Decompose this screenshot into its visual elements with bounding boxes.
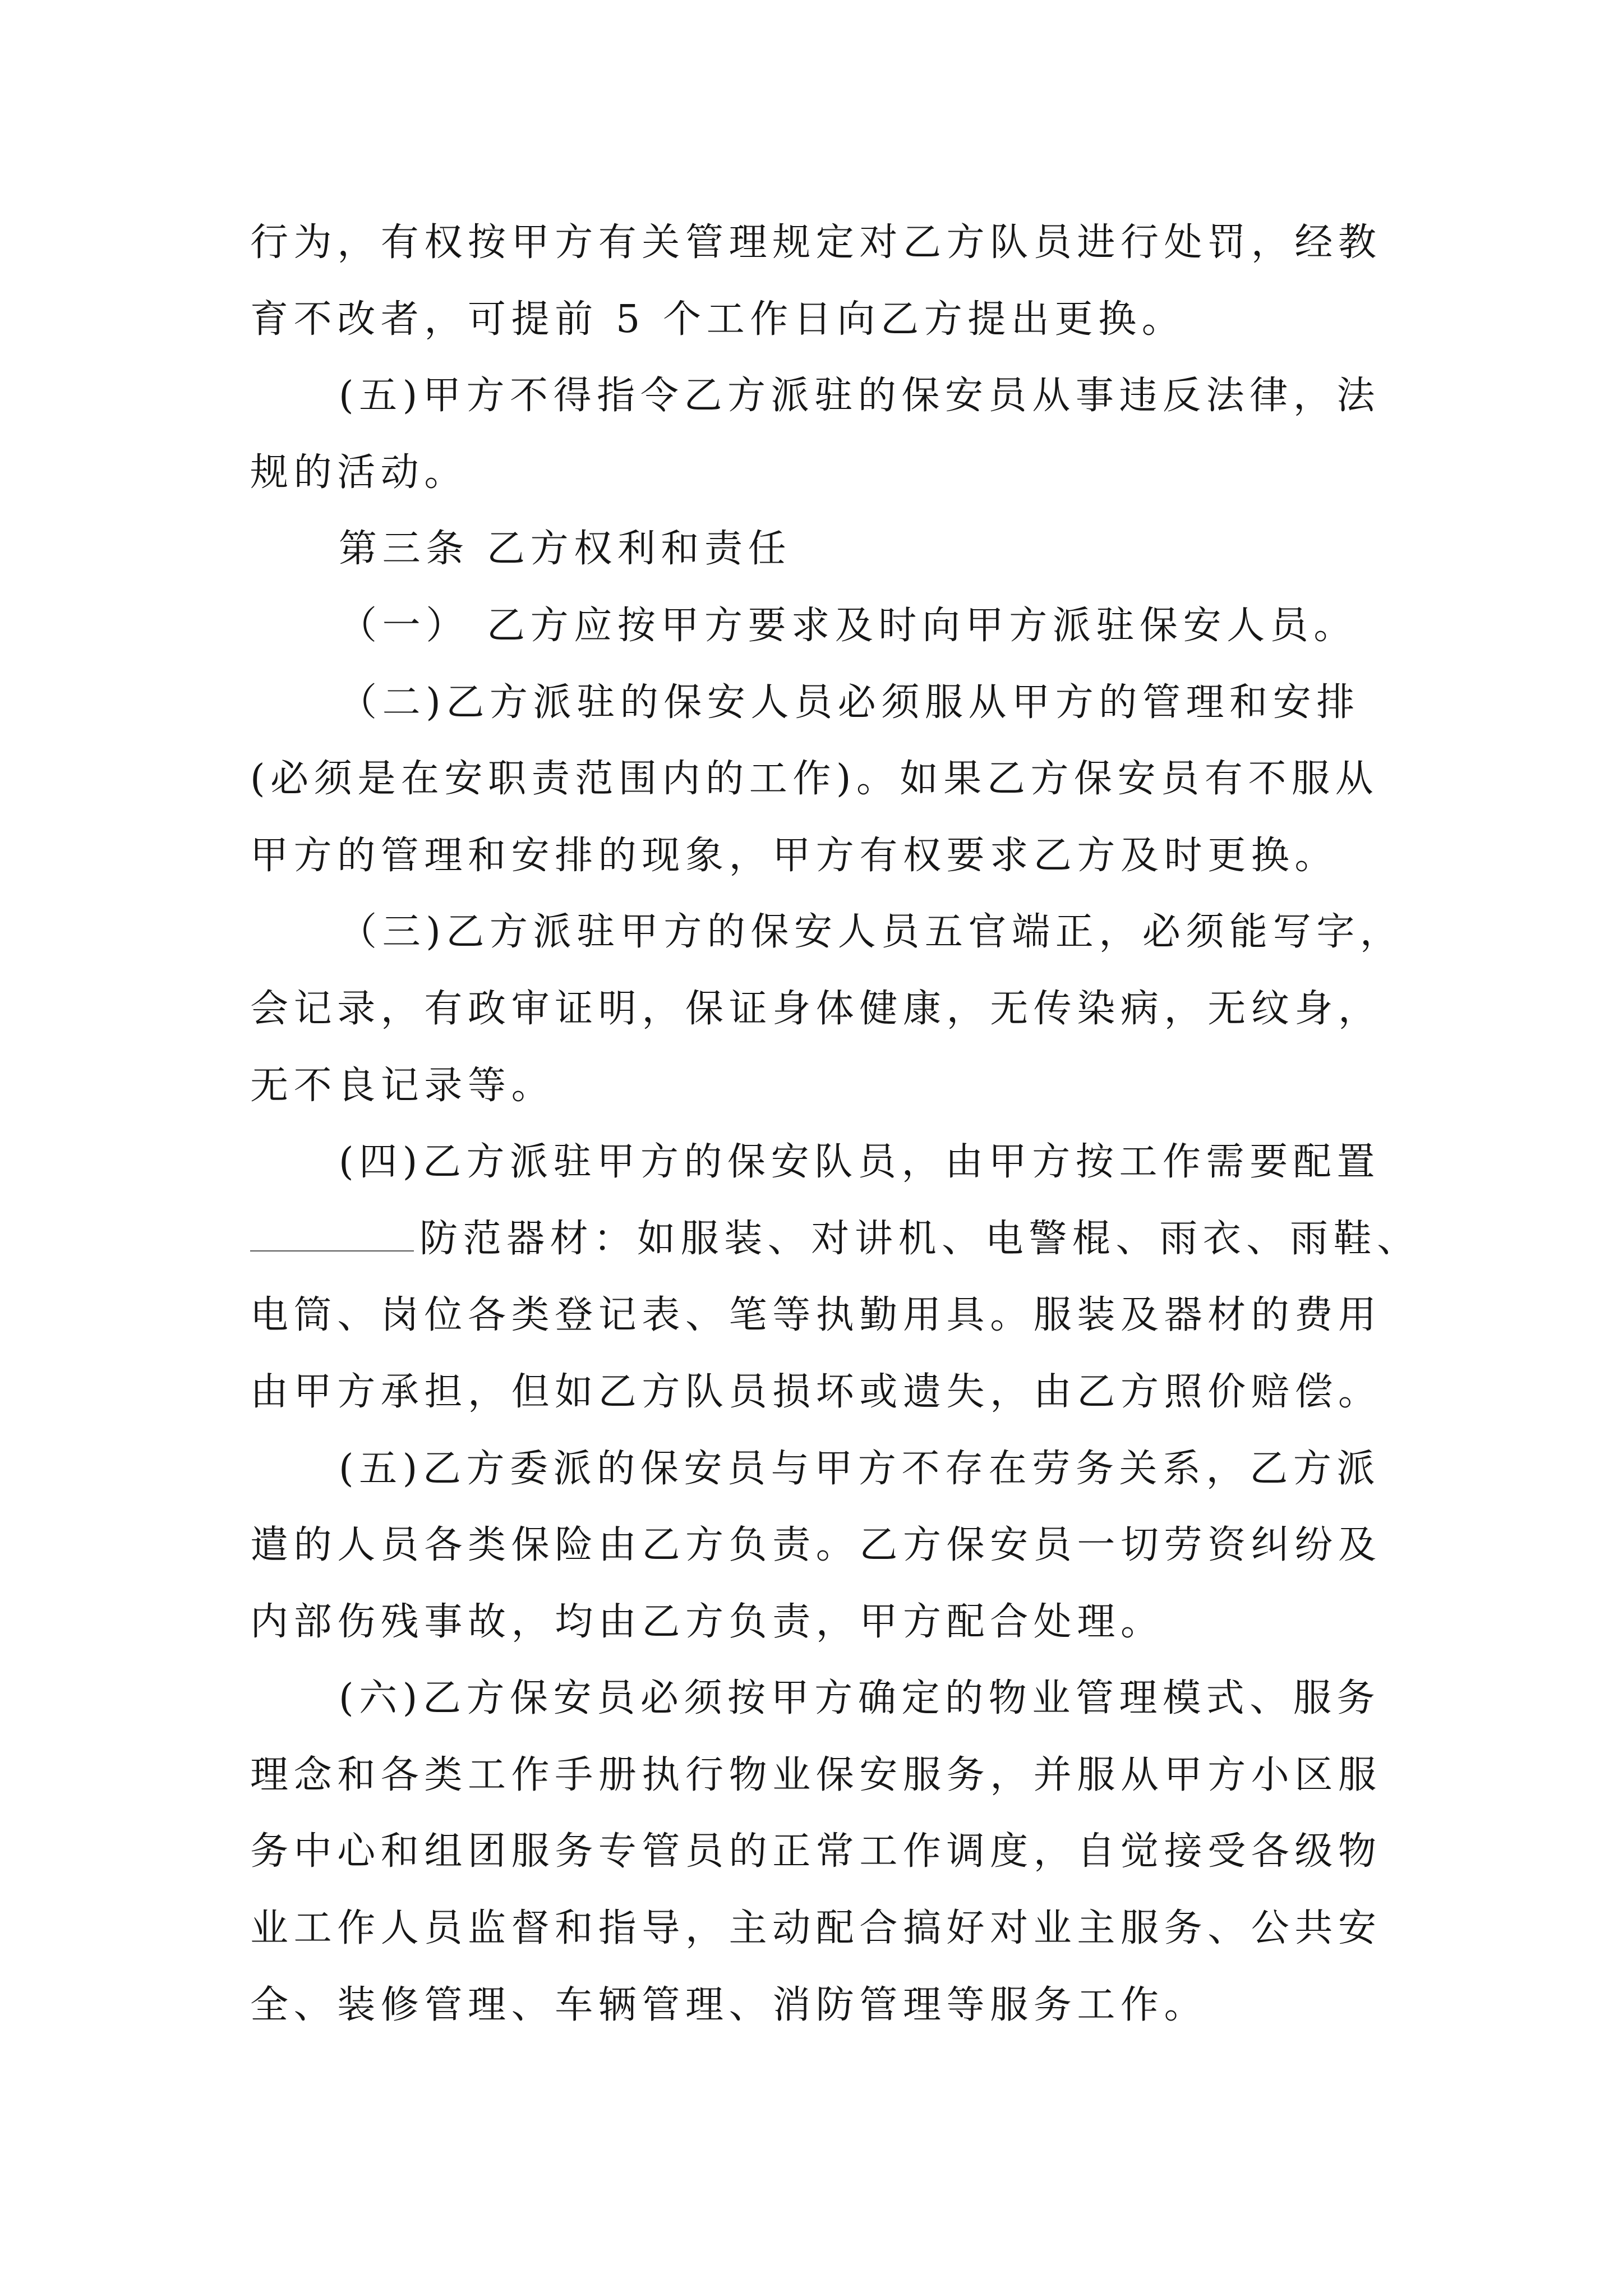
text-line: 务中心和组团服务专管员的正常工作调度，自觉接受各级物	[250, 1829, 1382, 1874]
text-line: （二)乙方派驻的保安人员必须服从甲方的管理和安排	[339, 680, 1360, 725]
text-line-with-blank	[250, 1201, 1461, 1278]
text-line: 电筒、岗位各类登记表、笔等执勤用具。服装及器材的费用	[250, 1293, 1382, 1338]
text-line: 遣的人员各类保险由乙方负责。乙方保安员一切劳资纠纷及	[250, 1523, 1382, 1568]
text-line: 育不改者，可提前 5 个工作日向乙方提出更换。	[250, 297, 1186, 342]
text-line: （三)乙方派驻甲方的保安人员五官端正，必须能写字，	[339, 910, 1404, 955]
document-body	[250, 205, 1461, 2044]
paragraph-continuation	[250, 205, 1461, 358]
text-line: 规的活动。	[250, 450, 468, 495]
article-heading	[250, 511, 1461, 588]
text-line: (六)乙方保安员必须按甲方确定的物业管理模式、服务	[339, 1676, 1381, 1721]
text-line: 无不良记录等。	[250, 1063, 555, 1108]
text-line: (四)乙方派驻甲方的保安队员，由甲方按工作需要配置	[339, 1140, 1381, 1185]
text-line: (五)甲方不得指令乙方派驻的保安员从事违反法律，法	[339, 374, 1381, 418]
paragraph-clause-3	[250, 894, 1461, 1124]
text-line: 全、装修管理、车辆管理、消防管理等服务工作。	[250, 1982, 1208, 2027]
text-line: 会记录，有政审证明，保证身体健康，无传染病，无纹身，	[250, 986, 1382, 1031]
text-line: (五)乙方委派的保安员与甲方不存在劳务关系，乙方派	[339, 1446, 1381, 1491]
paragraph-clause-5-party-b	[250, 1431, 1461, 1661]
text-line: 业工作人员监督和指导，主动配合搞好对业主服务、公共安	[250, 1906, 1382, 1951]
text-line: 内部伤残事故，均由乙方负责，甲方配合处理。	[250, 1599, 1164, 1644]
blank-fill-line	[250, 1219, 414, 1251]
text-line: 理念和各类工作手册执行物业保安服务，并服从甲方小区服	[250, 1752, 1382, 1797]
section-title: 第三条 乙方权利和责任	[339, 527, 792, 572]
paragraph-clause-1	[250, 588, 1461, 665]
text-line: (必须是在安职责范围内的工作)。如果乙方保安员有不服从	[250, 757, 1379, 802]
paragraph-clause-5-party-a	[250, 358, 1461, 511]
paragraph-clause-6	[250, 1660, 1461, 2044]
text-line: 甲方的管理和安排的现象，甲方有权要求乙方及时更换。	[250, 833, 1339, 878]
paragraph-clause-2	[250, 665, 1461, 895]
paragraph-clause-4	[250, 1124, 1461, 1430]
text-line: 行为，有权按甲方有关管理规定对乙方队员进行处罚，经教	[250, 220, 1382, 265]
text-line-remainder: 防范器材：如服装、对讲机、电警棍、雨衣、雨鞋、	[419, 1216, 1421, 1261]
text-line: 由甲方承担，但如乙方队员损坏或遗失，由乙方照价赔偿。	[250, 1369, 1382, 1414]
text-line: （一） 乙方应按甲方要求及时向甲方派驻保安人员。	[339, 603, 1358, 648]
